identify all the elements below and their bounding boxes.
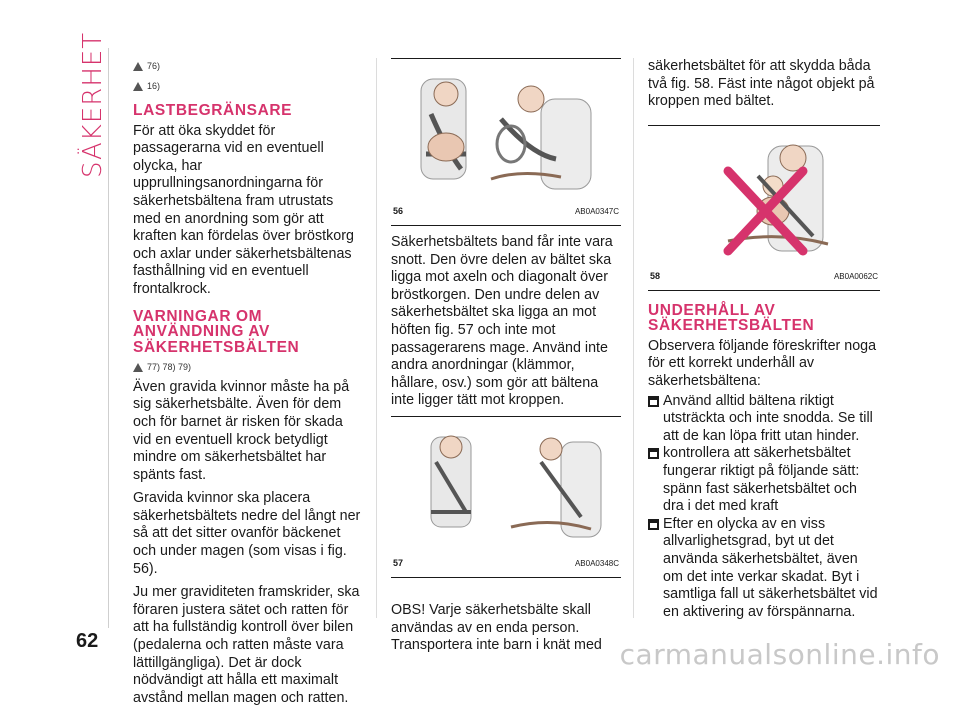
list-item <box>648 516 880 622</box>
page-number: 62 <box>76 630 99 652</box>
paragraph: OBS! Varje säkerhetsbälte skall användas av en enda person. Transportera inte barn i knät med <box>391 601 602 654</box>
figure-56 <box>391 58 621 226</box>
list-item-text: kontrollera att säkerhetsbältet fungerar riktigt på följande sätt: spänn fast säkerhetsbältet och dra i det med kraft <box>663 445 860 515</box>
list-item-text: Efter en olycka av en viss allvarlighetsgrad, byt ut det använda säkerhetsbältet, även om det inte verkar skadat. Byt i samtliga fall ut säkerhetsbältet vid en aktivering av förspännarna. <box>663 515 878 620</box>
figure-code: AB0A0062C <box>833 272 878 282</box>
paragraph: Observera följande föreskrifter noga för ett korrekt underhåll av säkerhetsbältena: <box>648 337 877 389</box>
figure-57 <box>391 416 621 578</box>
heading-lastbegransare: LASTBEGRÄNSARE <box>133 102 293 120</box>
paragraph: säkerhetsbältet för att skydda båda två fig. 58. Fäst inte något objekt på kroppen med bältet. <box>648 58 875 110</box>
warning-triangle-icon <box>133 62 143 71</box>
figure-code: AB0A0347C <box>574 207 619 217</box>
column-divider <box>633 58 634 618</box>
paragraph: Gravida kvinnor ska placera säkerhetsbältets nedre del långt ner så att det sitter ovanför bäckenet och under magen (som visas i fig. 56). <box>133 490 361 577</box>
bullet-icon <box>648 396 659 407</box>
figure-58 <box>648 125 880 291</box>
heading-varningar: VARNINGAR OM ANVÄNDNING AV SÄKERHETSBÄLTEN <box>133 307 300 356</box>
warning-ref <box>133 78 363 96</box>
paragraph: För att öka skyddet för passagerarna vid en eventuell olycka, har upprullningsanordningarna för säkerhetsbältena fram utrustats med en anordning som gör att kraften kan fördelas över bröstkorg och axlar under säkerhetsbältenas fasthållning vid en eventuell frontalkrock. <box>133 122 354 298</box>
child-on-lap-crossed-illustration <box>648 126 880 276</box>
column-middle <box>391 58 621 661</box>
warning-triangle-icon <box>133 363 143 372</box>
paragraph: Även gravida kvinnor måste ha på sig säkerhetsbälte. Även för dem och för barnet är risken för skada vid en eventuell krock betydligt mindre om säkerhetsbältet har spänts fast. <box>133 378 350 483</box>
paragraph: Säkerhetsbältets band får inte vara snott. Den övre delen av bältet ska ligga mot axeln och diagonalt över bröstkorgen. Den undre delen av säkerhetsbältet ska ligga an mot höften fig. 57 och inte mot passagerarens mage. Använd inte andra anordningar (klämmor, hållare, osv.) som gör att bältena inte ligger tätt mot kroppen. <box>391 234 613 409</box>
column-left <box>133 58 363 713</box>
warning-ref <box>133 58 363 76</box>
bullet-icon <box>648 519 659 530</box>
pregnant-woman-seatbelt-illustration <box>391 59 621 209</box>
list-item <box>648 393 880 446</box>
warning-triangle-icon <box>133 82 143 91</box>
figure-number: 56 <box>393 206 404 217</box>
list-item <box>648 445 880 515</box>
list-item-text: Använd alltid bältena riktigt utsträckta och inte snodda. Se till att de kan löpa fritt utan hinder. <box>663 392 873 444</box>
warning-ref-label: 16) <box>147 80 161 91</box>
section-title-vertical: SÄKERHET <box>78 31 108 178</box>
figure-code: AB0A0348C <box>574 559 619 569</box>
heading-underhall: UNDERHÅLL AV SÄKERHETSBÄLTEN <box>648 301 815 335</box>
paragraph: Ju mer graviditeten framskrider, ska föraren justera sätet och ratten för att ha fullständig kontroll över bilen (pedalerna och ratten måste vara lättillgängliga). Det är dock nödvändigt att hålla ett maximalt avstånd mellan magen och ratten. <box>133 584 360 706</box>
bullet-icon <box>648 448 659 459</box>
warning-ref <box>133 359 363 377</box>
side-divider <box>108 48 109 628</box>
warning-ref-label: 76) <box>147 61 161 71</box>
column-right <box>648 58 880 621</box>
warning-ref-label: 77) 78) 79) <box>147 362 192 373</box>
watermark: carmanualsonline.info <box>619 638 940 671</box>
figure-number: 57 <box>393 558 404 569</box>
column-divider <box>376 58 377 618</box>
seatbelt-position-illustration <box>391 417 621 557</box>
figure-number: 58 <box>650 271 661 282</box>
